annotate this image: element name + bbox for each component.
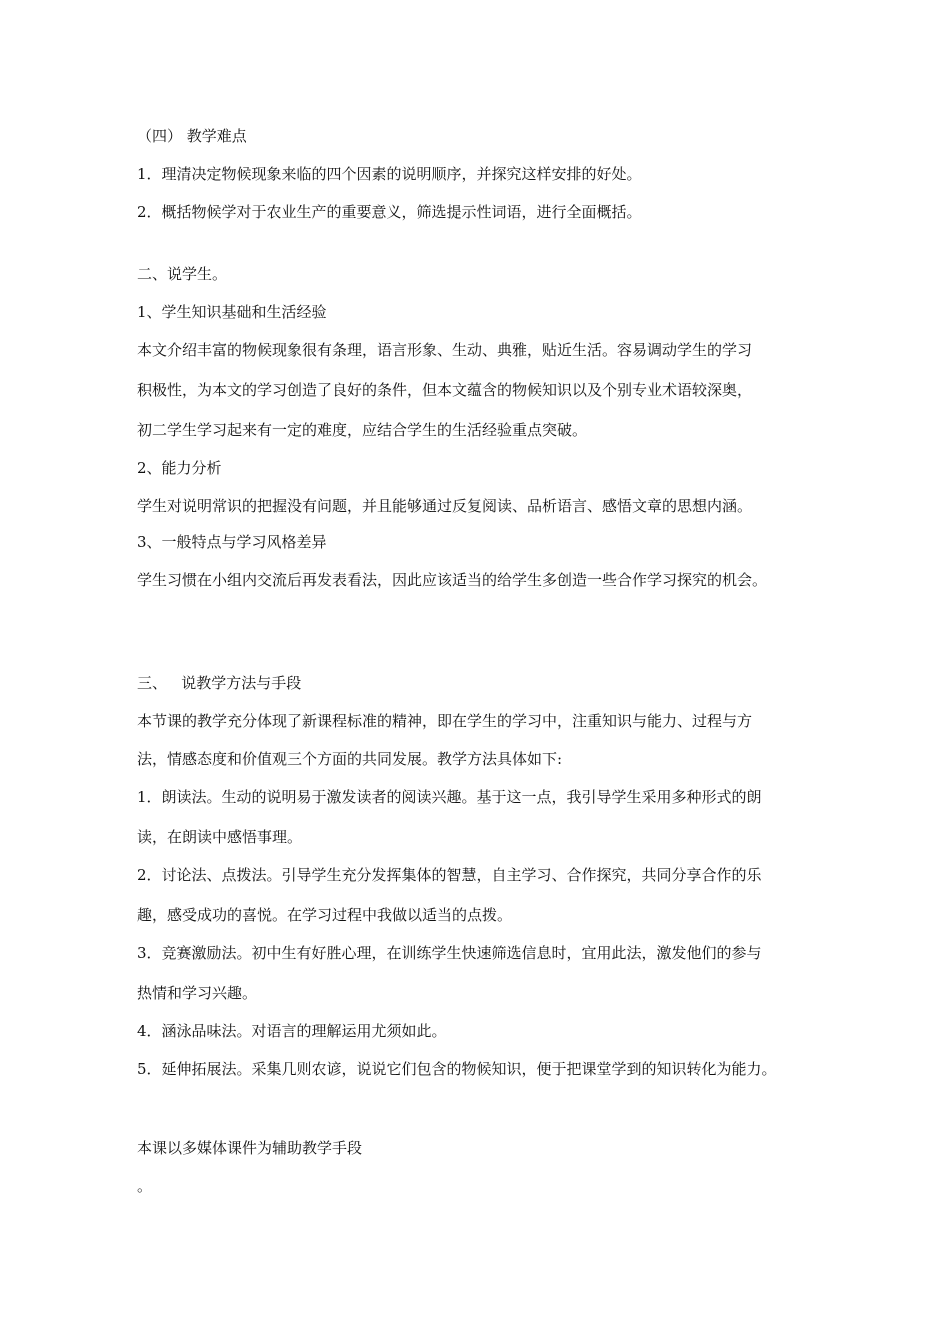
heading-teaching-difficulties: （四） 教学难点 xyxy=(137,127,247,145)
paragraph-line: 。 xyxy=(137,1177,153,1195)
paragraph-line: 读，在朗读中感悟事理。 xyxy=(137,828,303,846)
paragraph-line: 趣，感受成功的喜悦。在学习过程中我做以适当的点拨。 xyxy=(137,906,513,924)
paragraph-line: 积极性，为本文的学习创造了良好的条件，但本文蕴含的物候知识以及个别专业术语较深奥， xyxy=(137,381,753,399)
paragraph-line: 热情和学习兴趣。 xyxy=(137,984,258,1002)
paragraph-line: 学生习惯在小组内交流后再发表看法，因此应该适当的给学生多创造一些合作学习探究的机会。 xyxy=(137,571,768,589)
paragraph-line: 本课以多媒体课件为辅助教学手段 xyxy=(137,1139,363,1157)
subheading: 1、学生知识基础和生活经验 xyxy=(137,303,327,321)
subheading: 2、能力分析 xyxy=(137,459,222,477)
subheading: 3、一般特点与学习风格差异 xyxy=(137,533,327,551)
paragraph-line: 4．涵泳品味法。对语言的理解运用尤须如此。 xyxy=(137,1022,447,1040)
paragraph-line: 3．竞赛激励法。初中生有好胜心理，在训练学生快速筛选信息时，宜用此法，激发他们的参与 xyxy=(137,944,762,962)
heading-section-methods: 三、 说教学方法与手段 xyxy=(137,674,302,692)
paragraph-line: 法，情感态度和价值观三个方面的共同发展。教学方法具体如下: xyxy=(137,750,563,768)
paragraph-line: 初二学生学习起来有一定的难度，应结合学生的生活经验重点突破。 xyxy=(137,421,588,439)
paragraph-line: 本节课的教学充分体现了新课程标准的精神，即在学生的学习中，注重知识与能力、过程与方 xyxy=(137,712,753,730)
paragraph-line: 2．概括物候学对于农业生产的重要意义，筛选提示性词语，进行全面概括。 xyxy=(137,203,642,221)
paragraph-line: 5．延伸拓展法。采集几则农谚，说说它们包含的物候知识，便于把课堂学到的知识转化为能力。 xyxy=(137,1060,777,1078)
heading-section-students: 二、说学生。 xyxy=(137,265,228,283)
paragraph-line: 本文介绍丰富的物候现象很有条理，语言形象、生动、典雅，贴近生活。容易调动学生的学习 xyxy=(137,341,753,359)
paragraph-line: 1．理清决定物候现象来临的四个因素的说明顺序，并探究这样安排的好处。 xyxy=(137,165,642,183)
paragraph-line: 1．朗读法。生动的说明易于激发读者的阅读兴趣。基于这一点，我引导学生采用多种形式的朗 xyxy=(137,788,762,806)
paragraph-line: 学生对说明常识的把握没有问题，并且能够通过反复阅读、品析语言、感悟文章的思想内涵。 xyxy=(137,497,753,515)
paragraph-line: 2．讨论法、点拨法。引导学生充分发挥集体的智慧，自主学习、合作探究，共同分享合作的乐 xyxy=(137,866,762,884)
